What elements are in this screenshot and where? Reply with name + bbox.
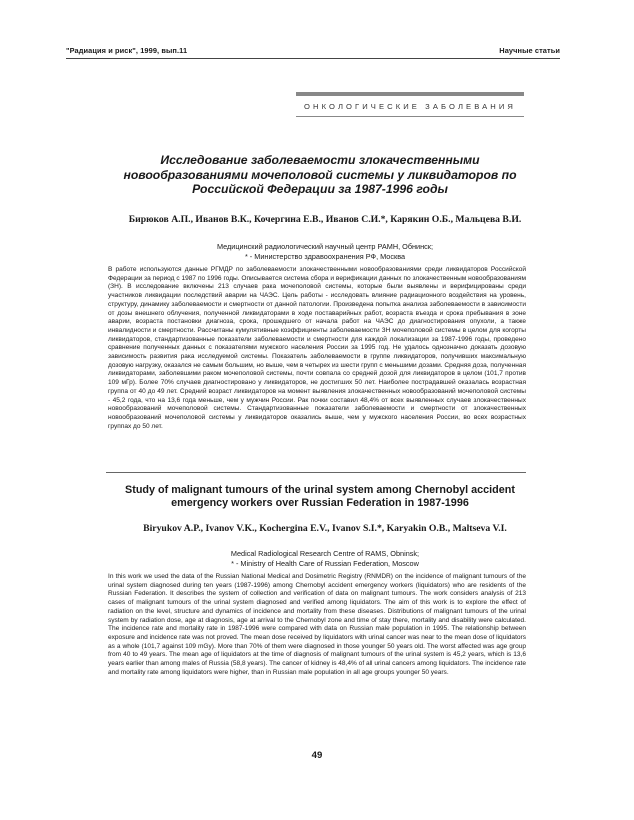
ru-affiliation (110, 242, 540, 262)
ru-abstract: В работе используются данные РГМДР по заболеваемости злокачественными новообразованиями среди ликвидаторов Российской Федерации за период с 1987 по 1996 годы. Описывается система сбора и верификации данных по злокачественным новообразованиям (ЗН). В исследование включены 213 случаев рака мочеполовой системы, которые были выявлены и верифицированы среди участников ликвидации последствий аварии на ЧАЭС. Цель работы - исследовать влияние радиационного воздействия на уровень, структуру, динамику заболеваемости и смертности от данной патологии. Произведена попытка анализа заболеваемости в зависимости от дозы внешнего облучения, полученной ликвидаторами в ходе поставарийных работ, возраста въезда и срока пребывания в зоне аварии, возраста постановки диагноза, срока, прошедшего от начала работ на ЧАЭС до диагностирования опухоли, а также инвалидности и смертности. Рассчитаны кумулятивные коэффициенты заболеваемости ЗН мочеполовой системы в целом для когорты ликвидаторов, стандартизованные показатели заболеваемости и смертности для каждой локализации за 1987-1996 годы, проведено сравнение полученных данных с показателями мужского населения России за 1995 год. Не удалось однозначно доказать дозовую зависимость развития рака исследуемой системы. Показатель заболеваемости в группе ликвидаторов, получивших максимальную дозовую нагрузку, оказался не самым большим, но выше, чем в четырех из шести групп с меньшими дозами. Средняя доза, полученная ликвидаторами, заболевшими раком мочеполовой системы, почти совпала со средней дозой для ликвидаторов в целом (101,7 против 109 мГр). Более 70% случаев диагностировано у ликвидаторов, не достигших 50 лет. Наиболее пострадавшей оказалась возрастная группа от 40 до 49 лет. Средний возраст ликвидаторов на момент выявления злокачественных новообразований мочеполовой системы - 45,2 года, что на 13,6 года меньше, чем у мужчин России. Рак почки составил 48,4% от всех выявленных случаев злокачественных новообразований мочеполовой системы. Стандартизованные показатели заболеваемости и смертности от злокачественных новообразований мочеполовой системы у ликвидаторов оказались выше, чем у мужского населения России, во всех возрастных группах до 50 лет. (108, 266, 526, 430)
abstract-divider (106, 472, 526, 473)
header-divider (66, 58, 560, 59)
journal-citation: "Радиация и риск", 1999, вып.11 (66, 46, 188, 55)
en-affiliation (110, 549, 540, 569)
en-abstract: In this work we used the data of the Russian National Medical and Dosimetric Registry (RNMDR) on the incidence of malignant tumours of the urinal system diagnosed during ten years (1987-1996) among Chernobyl accident emergency workers (liquidators) who are residents of the Russian Federation. It describes the system of collection and verification of data on malignant tumours. The work considers analysis of 213 cases of malignant tumours of the urinal system diagnosed and verified among liquidators. The aim of this work is to explore the effect of radiation on the level, structure and dynamics of incidence and mortality from these diseases. Distributions of malignant tumours of the urinal system by radiation dose, age at diagnosis, age at arrival to the Chernobyl zone and time of stay there, mortality and disability were calculated. The incidence rate and mortality rate in 1987-1996 were compared with data on Russian male population in 1995. The relationship between exposure and incidence rate was not proved. The mean dose received by liquidators with urinal cancer was near to the mean dose of liquidators as a whole (101,7 against 109 mGy). More than 70% of them were diagnosed in those younger 50 years old. The worst affected was age group from 40 to 49 years. The mean age of liquidators at the time of diagnosis of malignant tumours of the urinal system is 45,2 years, which is 13,6 years earlier than among males of Russia (58,8 years). The cancer of kidney is 48,4% of all urinal cancers among liquidators. The incidence rate and mortality rate among liquidators were higher, than in Russian male population in all age groups younger 50 years. (108, 573, 526, 676)
en-affiliation-line2: * - Ministry of Health Care of Russian Federation, Moscow (231, 559, 419, 568)
section-label: Научные статьи (499, 46, 560, 55)
en-article-title: Study of malignant tumours of the urinal system among Chernobyl accident emergency workers over Russian Federation in 1987-1996 (125, 484, 515, 509)
running-header (66, 46, 560, 55)
ru-authors: Бирюков А.П., Иванов В.К., Кочергина Е.В., Иванов С.И.*, Карякин О.Б., Мальцева В.И. (128, 214, 522, 225)
section-heading: ОНКОЛОГИЧЕСКИЕ ЗАБОЛЕВАНИЯ (296, 92, 524, 117)
en-affiliation-line1: Medical Radiological Research Centre of RAMS, Obninsk; (230, 549, 420, 558)
ru-article-title: Исследование заболеваемости злокачественными новообразованиями мочеполовой системы у ликвидаторов по Российской Федерации за 1987-1996 годы (123, 153, 517, 196)
ru-affiliation-line1: Медицинский радиологический научный центр РАМН, Обнинск; (216, 242, 433, 251)
en-authors: Biryukov A.P., Ivanov V.K., Kochergina E.V., Ivanov S.I.*, Karyakin O.B., Maltseva V.I. (143, 523, 507, 534)
ru-affiliation-line2: * - Министерство здравоохранения РФ, Москва (244, 252, 406, 261)
page-number: 49 (311, 750, 323, 761)
